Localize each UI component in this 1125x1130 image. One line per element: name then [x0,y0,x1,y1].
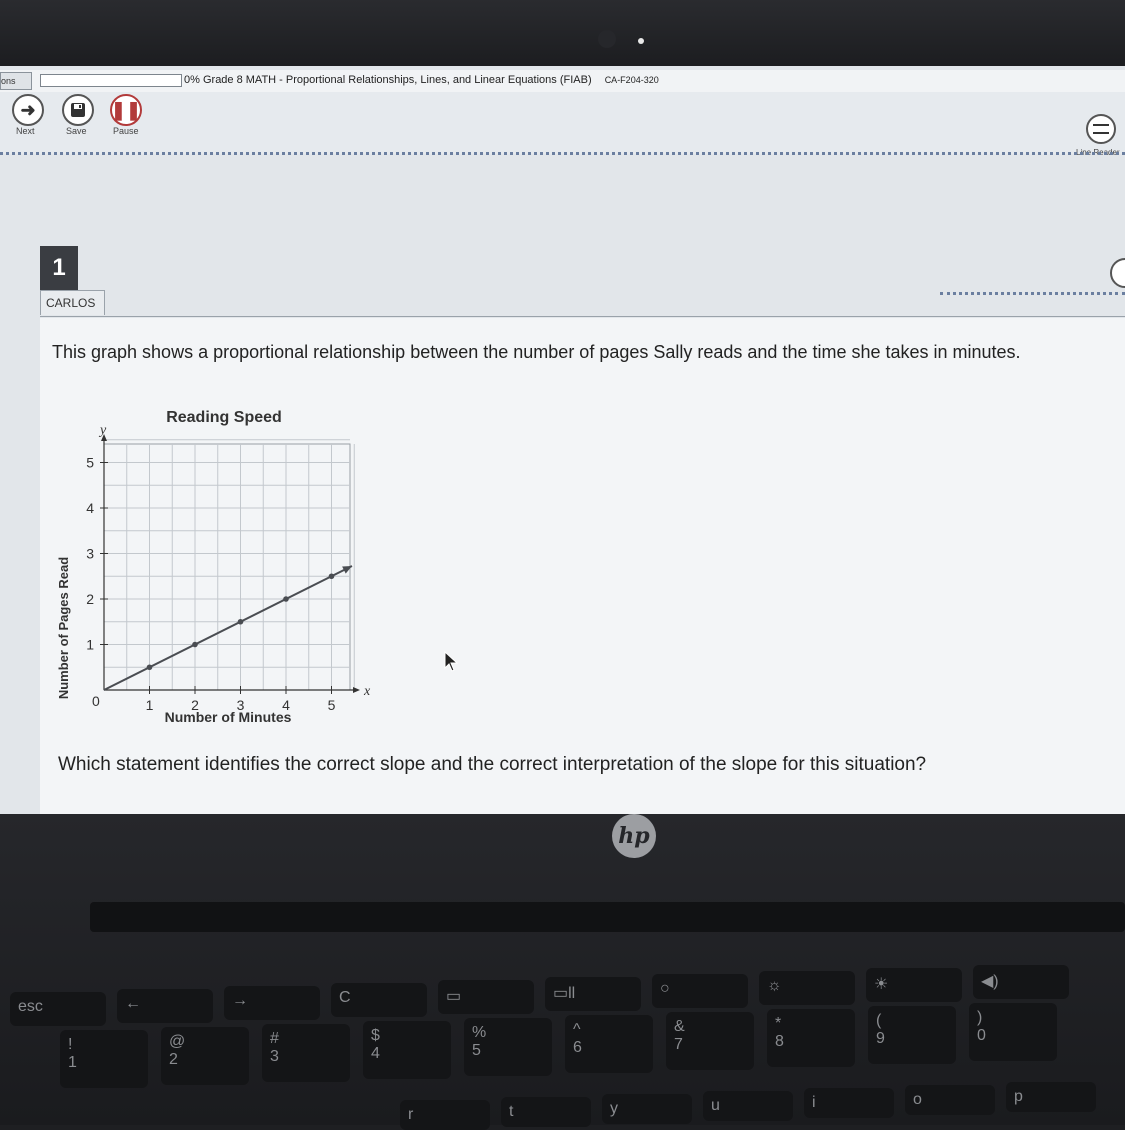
y-tick-label: 1 [86,636,94,653]
x-axis-arrow [353,687,360,693]
test-title [184,74,659,86]
line-reader-button[interactable] [1086,114,1116,144]
data-point [192,642,198,648]
question-number: 1 [40,246,78,290]
origin-label: 0 [92,693,100,709]
webcam-light [638,38,644,44]
x-axis-label: Number of Minutes [164,709,292,725]
letter-key[interactable]: y [602,1094,692,1124]
number-key[interactable]: * 8 [767,1009,855,1067]
y-tick-label: 3 [86,545,94,562]
letter-key[interactable]: r [400,1100,490,1130]
number-key[interactable]: ^ 6 [565,1015,653,1073]
function-key[interactable]: ○ [652,974,748,1008]
y-tick-label: 5 [86,454,94,471]
reading-speed-chart [50,410,380,740]
pause-button[interactable] [110,94,142,126]
hp-logo-text: hp [618,823,650,849]
laptop-body [0,814,1125,1125]
y-tick-label: 2 [86,591,94,607]
letter-key[interactable]: u [703,1091,793,1121]
mouse-cursor-icon [444,651,458,673]
test-code: CA-F204-320 [604,75,659,85]
progress-percent: 0% [184,74,200,86]
screen [0,66,1125,814]
laptop-bezel [0,0,1125,66]
letter-key[interactable]: t [501,1097,591,1127]
number-key[interactable]: % 5 [464,1018,552,1076]
save-button[interactable] [62,94,94,126]
data-point [283,596,289,602]
data-point [147,664,153,670]
webcam [598,30,616,48]
plot-area [86,423,371,713]
function-key[interactable]: ← [117,989,213,1023]
function-key[interactable]: ▭ [438,980,534,1014]
function-key[interactable]: C [331,983,427,1017]
function-key[interactable]: ◀) [973,965,1069,999]
x-axis-letter: x [364,684,371,699]
chart-title: Reading Speed [166,410,282,426]
question-prompt: This graph shows a proportional relationship between the number of pages Sally reads and the time she takes in minutes. [52,342,1021,362]
hp-logo [612,814,656,858]
laptop-hinge [90,902,1125,932]
toolbar-divider [0,152,1125,155]
data-point [238,619,244,625]
number-key[interactable]: ) 0 [969,1003,1057,1061]
y-axis-letter: y [100,423,107,438]
function-key[interactable]: ☀ [866,968,962,1002]
question-content [40,318,1125,814]
letter-key[interactable]: p [1006,1082,1096,1112]
section-selector[interactable] [0,72,32,90]
plot-frame [104,444,350,690]
question-tab[interactable]: CARLOS [40,290,105,315]
context-menu-button[interactable] [1110,258,1125,288]
test-name: Grade 8 MATH - Proportional Relationships, Lines, and Linear Equations (FIAB) [202,74,592,86]
number-key[interactable]: # 3 [262,1024,350,1082]
question-divider [940,292,1125,295]
y-axis-label: Number of Pages Read [56,556,71,700]
number-key[interactable]: & 7 [666,1012,754,1070]
function-key[interactable]: → [224,986,320,1020]
question-ask: Which statement identifies the correct slope and the correct interpretation of the slope for this situation? [58,754,927,775]
progress-bar [40,74,182,87]
y-tick-label: 4 [86,500,94,516]
function-key[interactable]: esc [10,992,106,1026]
line-reader-label: Line Reader [1076,148,1120,157]
next-label: Next [16,126,35,136]
number-key[interactable]: ! 1 [60,1030,148,1088]
x-tick-label: 3 [236,697,245,713]
x-tick-label: 1 [145,697,154,713]
section-selector-label: ons [1,76,16,86]
x-tick-label: 4 [282,697,290,713]
save-icon [70,102,86,118]
letter-key[interactable]: i [804,1088,894,1118]
number-key[interactable]: @ 2 [161,1027,249,1085]
next-button[interactable] [12,94,44,126]
arrow-right-icon: ➜ [20,99,36,120]
function-key[interactable]: ☼ [759,971,855,1005]
save-label: Save [66,126,87,136]
x-tick-label: 2 [191,697,199,713]
number-key[interactable]: ( 9 [868,1006,956,1064]
pause-label: Pause [113,126,139,136]
data-point [329,573,335,579]
letter-key[interactable]: o [905,1085,995,1115]
function-key[interactable]: ▭ll [545,977,641,1011]
title-bar [0,70,1125,93]
pause-icon: ❚❚ [110,99,142,120]
line-reader-icon [1093,124,1109,134]
toolbar [0,92,1125,157]
x-tick-label: 5 [327,697,336,713]
number-key[interactable]: $ 4 [363,1021,451,1079]
